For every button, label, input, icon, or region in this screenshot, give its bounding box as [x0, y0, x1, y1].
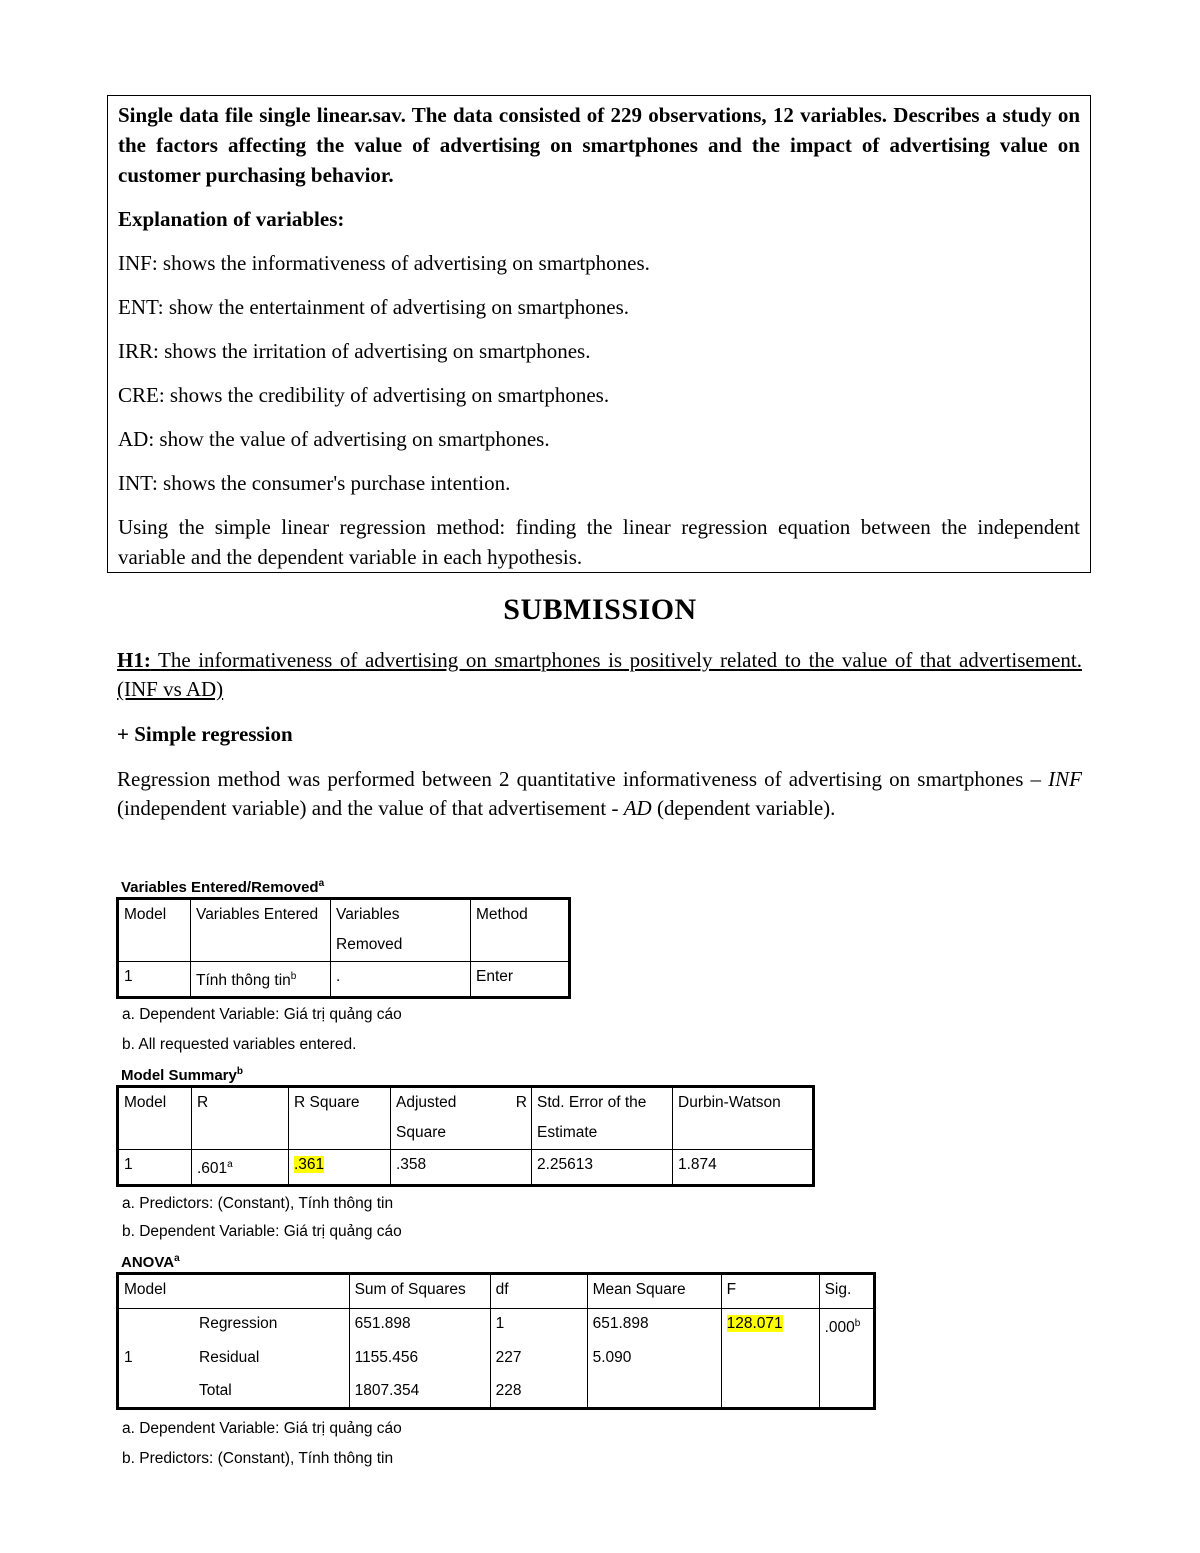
variable-ent: ENT: show the entertainment of advertising on smartphones.: [118, 295, 630, 319]
paragraph-inf: INF: [1048, 767, 1082, 791]
anova-note-b: b. Predictors: (Constant), Tính thông tin: [122, 1450, 394, 1467]
vt-header-model: Model: [118, 899, 191, 962]
paragraph-part2: (independent variable) and the value of that advertisement -: [117, 796, 624, 820]
anova-row-residual-label: Residual: [199, 1348, 260, 1366]
anova-row-total-ms: [587, 1376, 721, 1409]
ms-cell-adj-r-square: .358: [391, 1150, 532, 1186]
anova-row-regression-ss: 651.898: [349, 1309, 490, 1343]
hypothesis-h1: [117, 646, 1082, 704]
anova-note-a: a. Dependent Variable: Giá trị quảng cáo: [122, 1420, 402, 1437]
variables-table: [116, 897, 571, 999]
hypothesis-text: The informativeness of advertising on smartphones is positively related to the value of that advertisement. (INF vs AD): [117, 648, 1082, 701]
ms-header-std-error: Std. Error of the Estimate: [532, 1087, 673, 1150]
anova-row-regression-label: Regression: [199, 1315, 278, 1332]
model-summary-caption: Model Summary$^b$: [121, 1066, 243, 1084]
vt-header-method: Method: [471, 899, 570, 962]
anova-header-ms: Mean Square: [587, 1274, 721, 1309]
paragraph-part3: (dependent variable).: [651, 796, 836, 820]
anova-header-sig: Sig.: [819, 1274, 874, 1309]
anova-header-model: Model: [118, 1274, 350, 1309]
variable-cre: CRE: shows the credibility of advertising on smartphones.: [118, 383, 610, 407]
anova-header-df: df: [490, 1274, 587, 1309]
ms-header-model: Model: [118, 1087, 192, 1150]
paragraph-ad: AD: [623, 796, 652, 820]
variable-inf: INF: shows the informativeness of advertising on smartphones.: [118, 251, 650, 275]
paragraph-part1: Regression method was performed between 2 quantitative informativeness of advertising on smartphones –: [117, 767, 1049, 791]
ms-header-r: R: [192, 1087, 289, 1150]
anova-cell-model: 1: [118, 1309, 190, 1409]
ms-note-b: b. Dependent Variable: Giá trị quảng cáo: [122, 1223, 402, 1240]
ms-cell-std-error: 2.25613: [532, 1150, 673, 1186]
variables-table-caption: Variables Entered/Removed$^a$: [121, 878, 325, 896]
ms-header-durbin-watson: Durbin-Watson: [673, 1087, 814, 1150]
ms-note-a: a. Predictors: (Constant), Tính thông tin: [122, 1195, 394, 1212]
anova-cell-f: 128.071: [721, 1309, 819, 1409]
ms-header-r-square: R Square: [289, 1087, 391, 1150]
vt-cell-model: 1: [118, 962, 191, 998]
ms-cell-model: 1: [118, 1150, 192, 1186]
anova-row-total-label: Total: [199, 1381, 232, 1399]
anova-cell-sig: .000$^b$: [819, 1309, 874, 1409]
regression-paragraph: [117, 765, 1082, 823]
ms-header-adjusted: Adjusted R Square: [391, 1087, 532, 1150]
hypothesis-label: H1:: [117, 648, 151, 672]
vt-header-entered: Variables Entered: [191, 899, 331, 962]
anova-header-ss: Sum of Squares: [349, 1274, 490, 1309]
ms-cell-r: .601$^a$: [192, 1150, 289, 1186]
anova-header-f: F: [721, 1274, 819, 1309]
variable-int: INT: shows the consumer's purchase intention.: [118, 471, 511, 495]
anova-caption: ANOVA$^a$: [121, 1253, 180, 1271]
variable-ad: AD: show the value of advertising on smartphones.: [118, 427, 550, 451]
anova-row-residual-ss: 1155.456: [349, 1343, 490, 1376]
intro-text: Single data file single linear.sav. The data consisted of 229 observations, 12 variables. Describes a study on the factors affecting the value of advertising on smartphones and the impact of advertising value on customer purchasing behavior.: [118, 103, 1080, 187]
vt-note-a: a. Dependent Variable: Giá trị quảng cáo: [122, 1006, 402, 1023]
anova-table: [116, 1272, 876, 1410]
ms-cell-r-square: .361: [289, 1150, 391, 1186]
submission-title: SUBMISSION: [503, 593, 697, 626]
vt-cell-entered: Tính thông tin$^b$: [191, 962, 331, 998]
subheading: + Simple regression: [117, 722, 293, 746]
vt-cell-method: Enter: [471, 962, 570, 998]
anova-row-residual-df: 227: [490, 1343, 587, 1376]
variable-irr: IRR: shows the irritation of advertising on smartphones.: [118, 339, 591, 363]
vt-cell-removed: .: [331, 962, 471, 998]
anova-row-total-ss: 1807.354: [349, 1376, 490, 1409]
explanation-heading: Explanation of variables:: [118, 207, 345, 231]
anova-row-regression-ms: 651.898: [587, 1309, 721, 1343]
model-summary-table: [116, 1085, 815, 1187]
anova-row-total-df: 228: [490, 1376, 587, 1409]
anova-row-regression-df: 1: [490, 1309, 587, 1343]
vt-header-removed: Variables Removed: [331, 899, 471, 962]
method-text: Using the simple linear regression method: finding the linear regression equation between the independent variable and the dependent variable in each hypothesis.: [118, 515, 1080, 569]
ms-cell-durbin-watson: 1.874: [673, 1150, 814, 1186]
anova-row-residual-ms: 5.090: [587, 1343, 721, 1376]
intro-box: [107, 95, 1091, 573]
vt-note-b: b. All requested variables entered.: [122, 1036, 357, 1053]
